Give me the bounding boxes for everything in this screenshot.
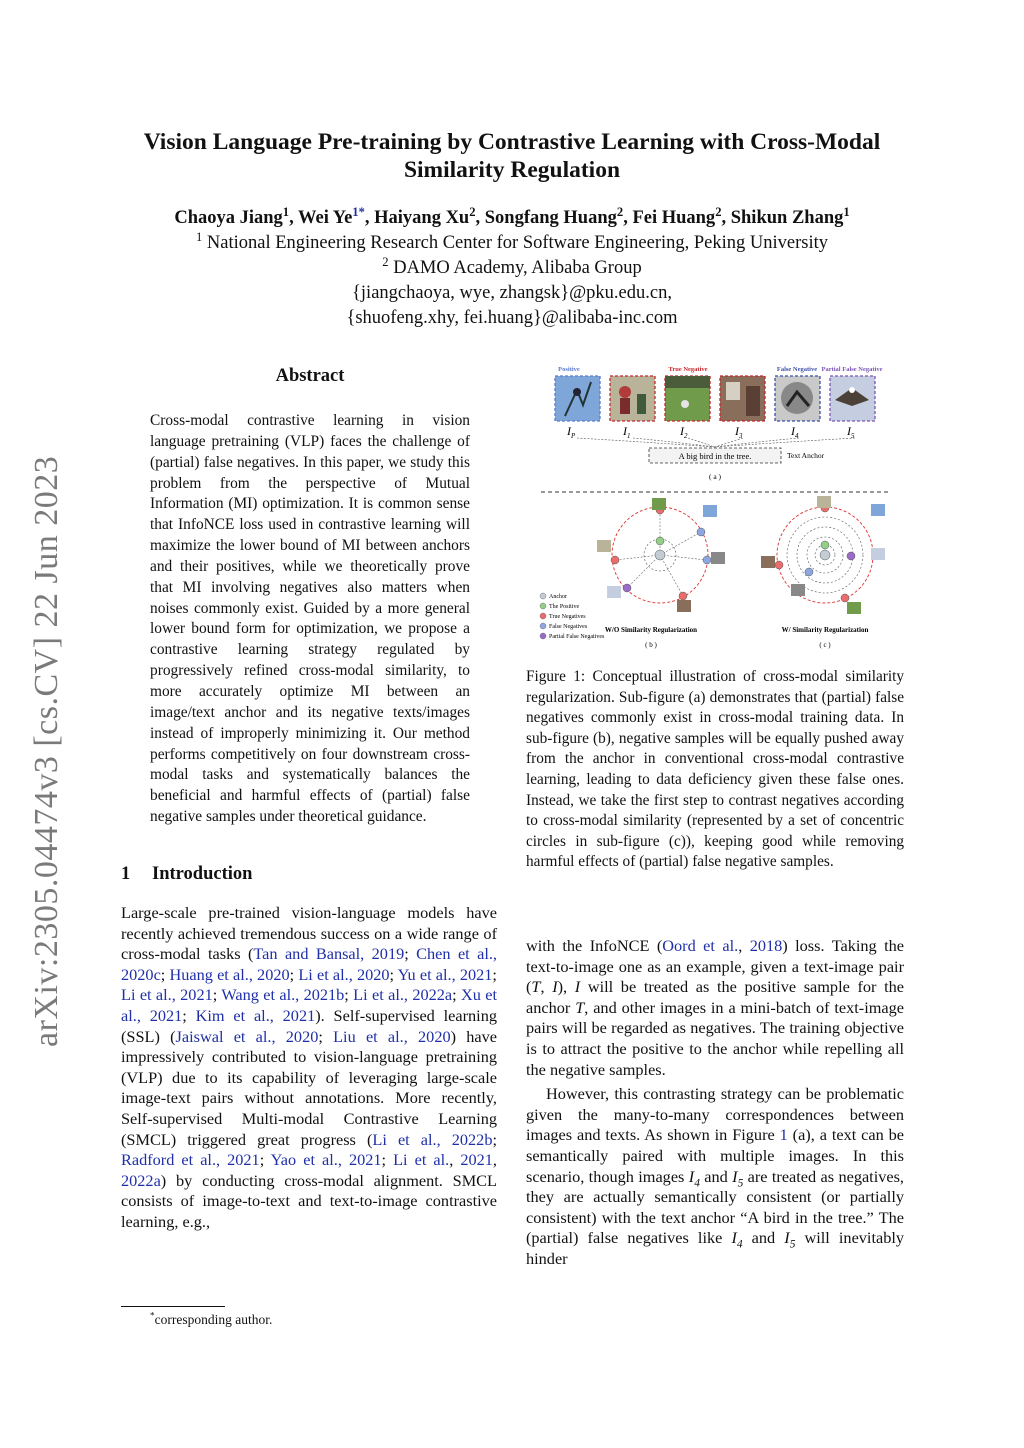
author-list: Chaoya Jiang$^1$, Wei $Ye^{1*}$, Haiyang Xu$^2$, Songfang Huang$^2$, Fei Huang$^2$, Shikun Zhang$^1$ (174, 204, 850, 228)
citation-link[interactable]: Yu et al., 2021 (397, 964, 493, 984)
body-text: (a), a text can be semantically paired with multiple images. In this scenario, though images (526, 1125, 904, 1186)
affiliation-number: 1 (195, 229, 203, 244)
body-text: ). Self-supervised learning (SSL) ( (121, 1005, 497, 1046)
math-symbol: $I_4$ (688, 1166, 700, 1189)
body-text: ) have impressively contributed to vision-language pretraining (VLP) due to its capability of leveraging large-scale image-text pairs without annotations. More recently, Self-supervised Multi-modal Contrastive Learning (SMCL) triggered great progress ( (121, 1026, 497, 1149)
author-name: Fei Huang (632, 208, 716, 228)
footnote-mark: * (150, 1310, 155, 1321)
anchor-connectors (577, 438, 855, 447)
affiliation-1 (100, 231, 924, 256)
footnote-text: corresponding author. (154, 1312, 273, 1327)
math-symbol: $I_5$ (784, 1228, 796, 1251)
author-affiliation-mark: 1 (843, 204, 850, 219)
section-number: 1 (121, 864, 131, 884)
citation-link[interactable]: Yao et al., 2021 (270, 1150, 382, 1170)
figure-caption: Figure 1: Conceptual illustration of cross-modal similarity regularization. Sub-figure (a) demonstrates that (partial) false negatives commonly exist in cross-modal training data. In sub-figure (b), negative samples will be equally pushed away from the anchor in conventional cross-modal contrastive learning, leading to data deficiency given these false ones. Instead, we take the first step to contrast negatives according to cross-modal similarity (represented by a set of concentric circles in sub-figure (c)), keeping good while removing harmful effects of (partial) false negative samples. (526, 668, 904, 871)
affiliation-text: DAMO Academy, Alibaba Group (393, 258, 642, 278)
author-name: Chaoya Jiang (174, 208, 283, 228)
affiliation-number: 2 (382, 254, 389, 269)
email-line-1: {jiangchaoya, wye, zhangsk}@pku.edu.cn, (352, 283, 672, 303)
citation-link[interactable]: Huang et al., 2020 (169, 964, 290, 984)
body-text: ) loss. Taking the text-to-image one as an example, given a text-image pair ( (526, 936, 905, 997)
citation-link[interactable]: Jaiswal et al., 2020 (175, 1026, 319, 1046)
subfigure-b (597, 498, 725, 612)
legend-label: False Negatives (549, 624, 588, 630)
body-text: will inevitably hinder (526, 1228, 905, 1268)
citation-link[interactable]: 2021 (460, 1150, 493, 1170)
author-name: Shikun Zhang (730, 208, 844, 228)
section-title: Introduction (152, 864, 253, 884)
body-text: will be treated as the positive sample for the anchor (526, 977, 904, 1017)
subfigure-c-label: ( c ) (819, 641, 831, 649)
citation-link[interactable]: Kim et al., 2021 (195, 1005, 316, 1025)
right-column-text (526, 936, 904, 1270)
citation-link[interactable]: 2018 (749, 936, 783, 955)
author-name: Wei Ye (298, 208, 353, 228)
affiliation-text: National Engineering Research Center for Software Engineering, Peking University (206, 233, 829, 253)
citation-link[interactable]: Tan and Bansal, 2019 (253, 944, 405, 964)
image-thumb-negative-3 (720, 376, 765, 421)
body-text: and (742, 1228, 785, 1248)
label-true-negative: True Negative (668, 366, 708, 373)
label-false-negative: False Negative (776, 366, 818, 373)
math-symbol: I (552, 977, 558, 997)
email-line-2: {shuofeng.xhy, fei.huang}@alibaba-inc.com (346, 308, 678, 328)
legend-label: The Positive (549, 604, 580, 610)
image-label: $I_4$ (791, 424, 799, 440)
citation-link[interactable]: 2022a (121, 1170, 161, 1190)
label-partial-false-negative: Partial False Negative (821, 366, 883, 373)
image-thumb-negative-2 (665, 376, 710, 421)
citation-link[interactable]: Chen et al., 2020c (121, 944, 497, 984)
citation-link[interactable]: Li et al., 2020 (298, 964, 390, 984)
citation-link[interactable]: Li et al., 2022b (372, 1129, 493, 1149)
footnote-rule (121, 1306, 225, 1307)
citation-link[interactable]: Radford et al., 2021 (121, 1150, 260, 1170)
subfigure-b-label: ( b ) (645, 641, 657, 649)
image-label: $I_5$ (847, 424, 855, 440)
arxiv-stamp: arXiv:2305.04474v3 [cs.CV] 22 Jun 2023 (28, 455, 65, 1047)
image-thumb-negative-1 (610, 376, 655, 421)
figure-reference-link[interactable]: 1 (779, 1125, 788, 1145)
math-symbol: $I_5$ (732, 1166, 744, 1189)
body-text: ), (557, 977, 575, 997)
math-symbol: I (574, 977, 581, 997)
author-name: Songfang Huang (484, 208, 617, 228)
author-affiliation-mark: 2 (469, 204, 476, 219)
abstract-text: Cross-modal contrastive learning in vision language pretraining (VLP) faces the challenge of (partial) false negatives. In this paper, we study this problem from the perspective of Mutual Information (MI) optimization. It is common sense that InfoNCE loss used in contrastive learning will maximize the lower bound of MI between anchors and their positives, while we theoretically prove that MI involving negatives also matters when noises commonly exist. Guided by a more general lower bound form for optimization, we propose a contrastive learning strategy regulated by progressively refined cross-modal similarity, to more accurately optimize MI between an image/text anchor and its negative texts/images instead of improperly minimizing it. Our method performs competitively on four downstream cross-modal tasks and systematically balances the beneficial and harmful effects of (partial) false negative samples under theoretical guidance. (150, 412, 470, 826)
image-thumb-positive (555, 376, 600, 421)
image-label: $I_P$ (567, 424, 576, 440)
author-name: Haiyang Xu (374, 208, 470, 228)
image-thumb-partial-false-negative (830, 376, 875, 421)
body-text: are treated as negatives, they are actually semantically consistent (or partially consistent) with the text anchor “A bird in the tree.” The (partial) false negatives like (526, 1166, 905, 1248)
text-anchor-caption: A big bird in the tree. (678, 451, 752, 461)
footnote (150, 1312, 272, 1328)
paper-title: Vision Language Pre-training by Contrastive Learning with Cross-Modal Similarity Regulation (143, 129, 881, 183)
author-affiliation-mark: 2 (715, 204, 722, 219)
section-heading-introduction (121, 864, 252, 885)
text-anchor-label: Text Anchor (787, 451, 825, 460)
affiliation-2 (100, 256, 924, 281)
citation-link[interactable]: Oord et al. (662, 936, 739, 955)
image-label: $I_2$ (680, 424, 688, 440)
subfigure-b-title: W/O Similarity Regularization (604, 626, 698, 634)
citation-link[interactable]: Liu et al., 2020 (333, 1026, 451, 1046)
math-symbol: T (531, 977, 541, 997)
image-label: $I_1$ (623, 424, 631, 440)
legend-label: Partial False Negatives (549, 634, 605, 640)
author-affiliation-mark[interactable]: 1* (352, 204, 365, 219)
paragraph (526, 1084, 904, 1269)
body-text: with the InfoNCE ( (526, 936, 663, 955)
legend-label: Anchor (549, 594, 567, 600)
author-affiliation-mark: 1 (282, 204, 290, 219)
image-label: $I_3$ (735, 424, 743, 440)
subfigure-a-label: ( a ) (708, 472, 722, 481)
legend-label: True Negatives (549, 614, 586, 620)
citation-link[interactable]: Li et al., 2021 (121, 985, 213, 1005)
math-symbol: $I_4$ (731, 1228, 743, 1251)
subfigure-c-title: W/ Similarity Regularization (781, 626, 869, 634)
body-text: ) by conducting cross-modal alignment. SMCL consists of image-to-text and text-to-image contrastive learning, e.g., (121, 1170, 497, 1231)
math-symbol: T (575, 997, 585, 1017)
citation-link[interactable]: Li et al., 2022a (353, 985, 453, 1005)
body-text: However, this contrasting strategy can be problematic given the many-to-many correspondences between images and texts. As shown in Figure (526, 1084, 904, 1145)
paragraph: with the InfoNCE (Oord et al., 2018) loss. Taking the text-to-image one as an example, given a text-image pair (T, I), I will be treated as the positive sample for the anchor T, and other images in a mini-batch of text-image pairs will be regarded as negatives. The training objective is to attract the positive to the anchor while repelling all the negative samples. (526, 936, 905, 1079)
citation-link[interactable]: Wang et al., 2021b (221, 985, 345, 1005)
figure-1 (525, 360, 905, 660)
label-positive: Positive (558, 366, 580, 373)
subfigure-c (761, 496, 885, 614)
citation-link[interactable]: Li et al. (393, 1150, 450, 1170)
intro-paragraph: Large-scale pre-trained vision-language models have recently achieved tremendous success on a wide range of cross-modal tasks (Tan and Bansal, 2019; Chen et al., 2020c; Huang et al., 2020; Li et al., 2020; Yu et al., 2021; Li et al., 2021; Wang et al., 2021b; Li et al., 2022a; Xu et al., 2021; Kim et al., 2021). Self-supervised learning (SSL) (Jaiswal et al., 2020; Liu et al., 2020) have impressively contributed to vision-language pretraining (VLP) due to its capability of leveraging large-scale image-text pairs without annotations. More recently, Self-supervised Multi-modal Contrastive Learning (SMCL) triggered great progress (Li et al., 2022b; Radford et al., 2021; Yao et al., 2021; Li et al., 2021, 2022a) by conducting cross-modal alignment. SMCL consists of image-to-text and text-to-image contrastive learning, e.g., (121, 903, 497, 1231)
body-text: , and other images in a mini-batch of text-image pairs will be regarded as negatives. The training objective is to attract the positive to the anchor while repelling all the negative samples. (526, 997, 905, 1079)
body-text: Large-scale pre-trained vision-language models have recently achieved tremendous success on a wide range of cross-modal tasks ( (121, 903, 497, 964)
abstract-heading: Abstract (275, 366, 345, 386)
citation-link[interactable]: Xu et al., 2021 (121, 985, 497, 1025)
image-thumb-false-negative (775, 376, 820, 421)
author-block (100, 206, 924, 331)
figure-legend (540, 593, 605, 640)
author-affiliation-mark: 2 (616, 204, 624, 219)
body-text: and (699, 1166, 733, 1186)
